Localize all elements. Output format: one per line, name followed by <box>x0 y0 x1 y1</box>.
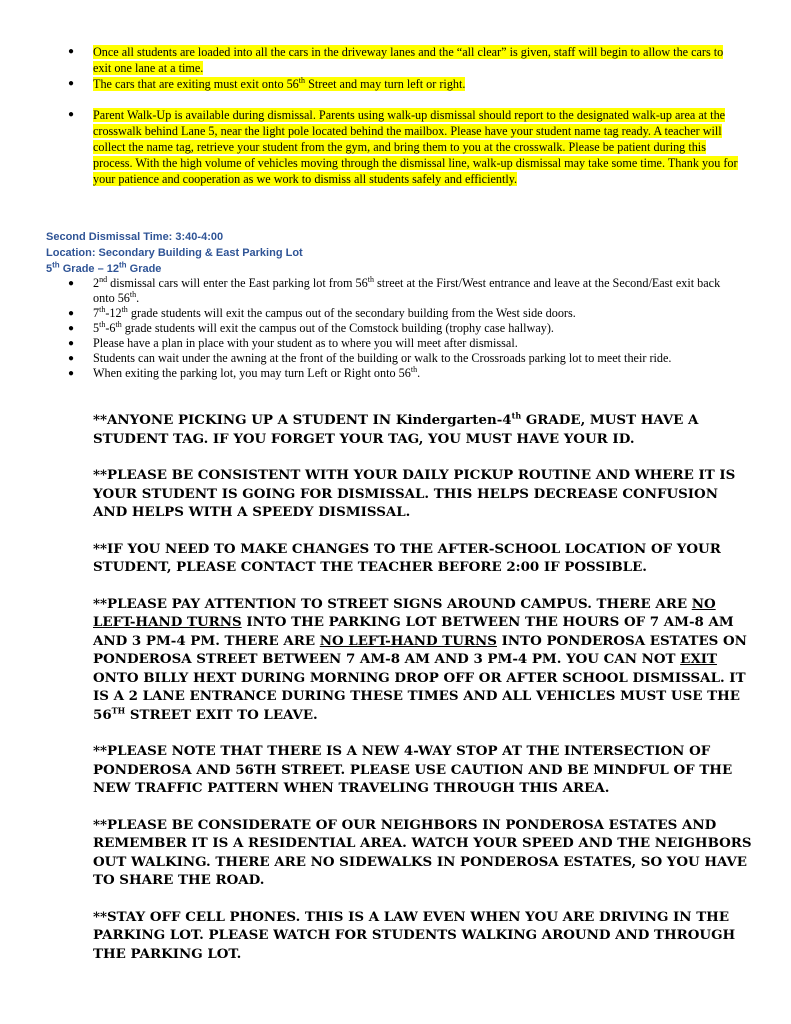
four-way-stop-notice: **PLEASE NOTE THAT THERE IS A NEW 4-WAY STOP AT THE INTERSECTION OF PONDEROSA AND 56TH STREET. PLEASE USE CAUTION AND BE MINDFUL OF THE NEW TRAFFIC PATTERN WHEN TRAVELING THROUGH THIS AREA. <box>93 743 733 796</box>
second-dismissal-section <box>46 229 746 277</box>
list-item <box>68 107 740 187</box>
list-item: ● When exiting the parking lot, you may turn Left or Right onto 56th. <box>68 364 421 380</box>
notices-section <box>93 411 753 981</box>
list-item: ● 7th-12th grade students will exit the campus out of the secondary building from the West side doors. <box>68 304 576 320</box>
bullet-dot-icon: ● <box>68 323 75 334</box>
dismissal-time-heading: Second Dismissal Time: 3:40-4:00 <box>46 231 224 243</box>
bullet-dot-icon: ● <box>68 353 75 364</box>
location-change-notice: **IF YOU NEED TO MAKE CHANGES TO THE AFTER-SCHOOL LOCATION OF YOUR STUDENT, PLEASE CONTACT THE TEACHER BEFORE 2:00 IF POSSIBLE. <box>93 540 721 575</box>
list-item <box>68 76 740 92</box>
exit-street-text: The cars that are exiting must exit onto 56th Street and may turn left or right. <box>93 75 466 91</box>
list-item: ● Students can wait under the awning at the front of the building or walk to the Crossroads parking lot to meet their ride. <box>68 351 672 365</box>
highlighted-text <box>93 77 465 91</box>
walkup-text: Parent Walk-Up is available during dismissal. Parents using walk-up dismissal should report to the designated walk-up area at the crosswalk behind Lane 5, near the light pole located behind the mailbox. Please have your student name tag ready. A teacher will collect the name tag, retrieve your student from the gym, and bring them to you at the crosswalk. Please be patient during this process. With the high volume of vehicles moving through the dismissal line, walk-up dismissal may take some time. Thank you for your patience and cooperation as we work to dismiss all students safely and efficiently. <box>93 108 738 186</box>
dismissal-location-heading: Location: Secondary Building & East Parking Lot <box>46 247 303 259</box>
street-signs-notice: **PLEASE PAY ATTENTION TO STREET SIGNS AROUND CAMPUS. THERE ARE NO LEFT-HAND TURNS INTO THE PARKING LOT BETWEEN THE HOURS OF 7 AM-8 AM AND 3 PM-4 PM. THERE ARE NO LEFT-HAND TURNS INTO PONDEROSA ESTATES ON PONDEROSA STREET BETWEEN 7 AM-8 AM AND 3 PM-4 PM. YOU CAN NOT EXIT ONTO BILLY HEXT DURING MORNING DROP OFF OR AFTER SCHOOL DISMISSAL. IT IS A 2 LANE ENTRANCE DURING THESE TIMES AND ALL VEHICLES MUST USE THE 56TH STREET EXIT TO LEAVE. <box>93 595 747 723</box>
neighbors-notice: **PLEASE BE CONSIDERATE OF OUR NEIGHBORS IN PONDEROSA ESTATES AND REMEMBER IT IS A RESIDENTIAL AREA. WATCH YOUR SPEED AND THE NEIGHBORS OUT WALKING. THERE ARE NO SIDEWALKS IN PONDEROSA ESTATES, SO YOU HAVE TO SHARE THE ROAD. <box>93 816 752 888</box>
bullet-dot-icon: ● <box>68 78 75 89</box>
bullet-dot-icon: ● <box>68 338 75 349</box>
walkup-bullet-list <box>68 107 740 187</box>
bullet-dot-icon: ● <box>68 46 75 57</box>
consistency-notice: **PLEASE BE CONSISTENT WITH YOUR DAILY PICKUP ROUTINE AND WHERE IT IS YOUR STUDENT IS GOING FOR DISMISSAL. THIS HELPS DECREASE CONFUSION AND HELPS WITH A SPEEDY DISMISSAL. <box>93 467 736 520</box>
procedure-list <box>68 276 728 381</box>
student-tag-notice: **ANYONE PICKING UP A STUDENT IN Kindergarten-4th GRADE, MUST HAVE A STUDENT TAG. IF YOU FORGET YOUR TAG, YOU MUST HAVE YOUR ID. <box>93 410 699 447</box>
list-item <box>68 44 740 76</box>
list-item: ● 5th-6th grade students will exit the campus out of the Comstock building (trophy case hallway). <box>68 319 554 335</box>
bullet-dot-icon: ● <box>68 109 75 120</box>
highlighted-text: Once all students are loaded into all the cars in the driveway lanes and the “all clear” is given, staff will begin to allow the cars to exit one lane at a time. <box>93 45 724 75</box>
grade-range-heading: 5th Grade – 12th Grade <box>46 260 162 275</box>
cell-phones-notice: **STAY OFF CELL PHONES. THIS IS A LAW EVEN WHEN YOU ARE DRIVING IN THE PARKING LOT. PLEASE WATCH FOR STUDENTS WALKING AROUND AND THROUGH THE PARKING LOT. <box>93 908 736 962</box>
bullet-dot-icon: ● <box>68 278 75 289</box>
bullet-dot-icon: ● <box>68 308 75 319</box>
bullet-dot-icon: ● <box>68 368 75 379</box>
top-bullet-list <box>68 44 740 92</box>
list-item: ● 2nd dismissal cars will enter the East parking lot from 56th street at the First/West entrance and leave at the Second/East exit back onto 56th. <box>68 274 721 305</box>
list-item: ● Please have a plan in place with your student as to where you will meet after dismissal. <box>68 336 518 350</box>
